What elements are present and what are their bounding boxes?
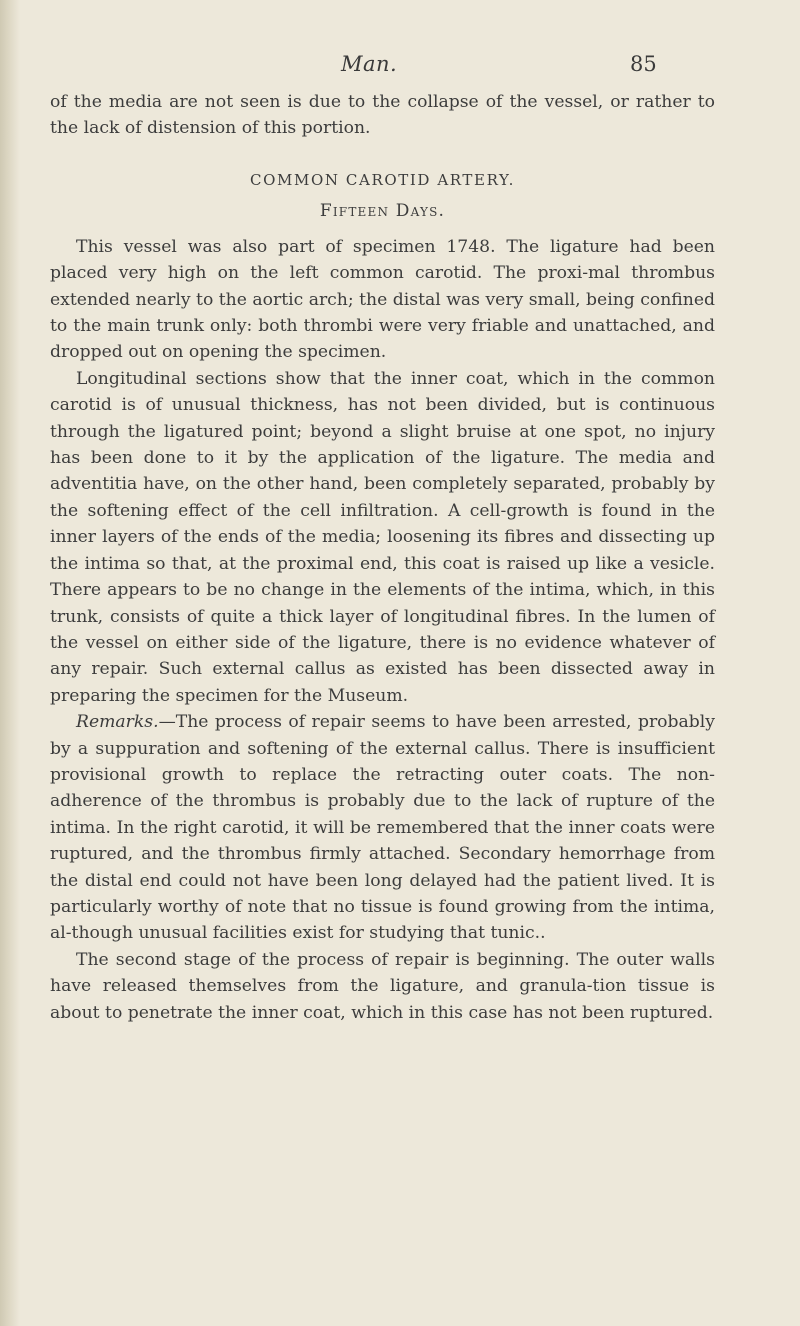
running-title: Man. [341,52,398,76]
paragraph: This vessel was also part of specimen 1748. The ligature had been placed very high on the left common carotid. The proxi-mal thrombus extended nearly to the aortic arch; the distal was very small, being confined to the main trunk only: both thrombi were very friable and unattached, and dropped out on opening the specimen. [50,236,715,363]
page-header [0,52,800,82]
closing-paragraph: The second stage of the process of repair is beginning. The outer walls have released themselves from the ligature, and granula-tion tissue is about to penetrate the inner coat, which in this case has not been ruptured. [50,949,715,1023]
paragraph: Longitudinal sections show that the inner coat, which in the common carotid is of unusual thickness, has not been divided, but is continuous through the ligatured point; beyond a slight bruise at one spot, no injury has been done to it by the application of the ligature. The media and adventitia have, on the other hand, been completely separated, probably by the softening effect of the cell infiltration. A cell-growth is found in the inner layers of the ends of the media; loosening its fibres and dissecting up the intima so that, at the proximal end, this coat is raised up like a vesicle. There appears to be no change in the elements of the intima, which, in this trunk, consists of quite a thick layer of longitudinal fibres. In the lumen of the vessel on either side of the ligature, there is no evidence whatever of any repair. Such external callus as existed has been dissected away in preparing the specimen for the Museum. [50,368,715,706]
remarks-lead: Remarks. [76,712,159,733]
opening-paragraph: of the media are not seen is due to the collapse of the vessel, or rather to the lack of distension of this portion. [50,92,715,139]
remarks-text: —The process of repair seems to have been arrested, probably by a suppuration and softening of the external callus. There is insufficient provisional growth to replace the retracting outer coats. The non-adherence of the thrombus is probably due to the lack of rupture of the intima. In the right carotid, it will be remembered that the inner coats were ruptured, and the thrombus firmly attached. Secondary hemorrhage from the distal end could not have been long delayed had the patient lived. It is particularly worthy of note that no tissue is found growing from the intima, al-though unusual facilities exist for studying that tunic.. [50,712,715,944]
section-title: COMMON CAROTID ARTERY. [250,170,515,189]
binding-shadow [0,0,20,1326]
remarks-paragraph [50,709,715,947]
body-text [50,89,715,1026]
section-subtitle: Fifteen Days. [319,200,446,221]
page-number: 85 [630,52,657,76]
